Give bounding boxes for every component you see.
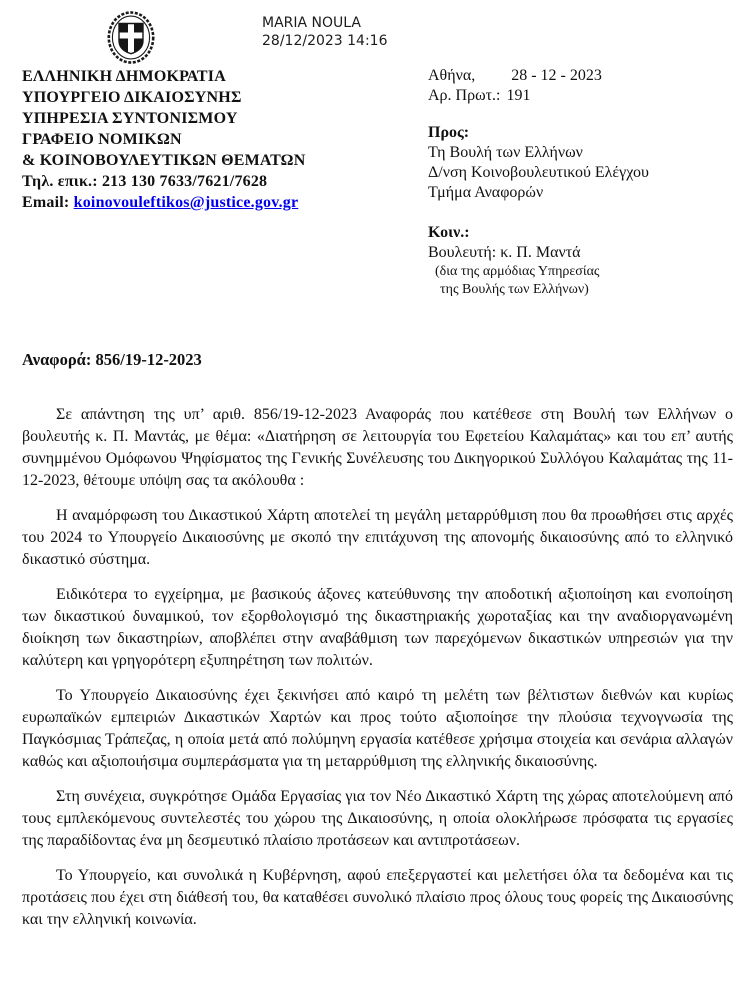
email-link[interactable]: koinovouleftikos@justice.gov.gr: [73, 194, 299, 211]
paragraph-worldbank: Το Υπουργείο Δικαιοσύνης έχει ξεκινήσει από καιρό τη μελέτη των βέλτιστων διεθνών και κυρίως ευρωπαϊκών εμπειριών Δικαστικών Χαρτών και προς τούτο αξιοποίησε την πλούσια τεχνογνωσία της Παγκόσμιας Τράπεζας, η οποία μετά από πολύμηνη εργασία κατέθεσε χρήσιμα στοιχεία και σενάρια αλλαγών καθώς και αξιοποιήσιμα συμπεράσματα για τη μεταρρύθμιση της ελληνικής δικαιοσύνης.: [22, 687, 733, 770]
stamp-signer-name: MARIA NOULA: [262, 15, 361, 31]
to-label: Προς:: [428, 124, 470, 141]
paragraph-reform: Η αναμόρφωση του Δικαστικού Χάρτη αποτελεί τη μεγάλη μεταρρύθμιση που θα προωθήσει στις αρχές του 2024 το Υπουργείο Δικαιοσύνης με σκοπό την επιτάχυνση της απονομής δικαιοσύνης από το ελληνικό δικαστικό σύστημα.: [22, 507, 733, 568]
paragraph-conclusion: Το Υπουργείο, και συνολικά η Κυβέρνηση, αφού επεξεργαστεί και μελετήσει όλα τα δεδομένα και τις προτάσεις που έχει στη διάθεσή του, θα καταθέσει συνολικό πλαίσιο προς όλους τους φορείς της Δικαιοσύνης και την ελληνική κοινωνία.: [22, 867, 733, 928]
email-label: Email:: [22, 194, 70, 211]
cc-note-line-1: (δια της αρμόδιας Υπηρεσίας: [435, 264, 600, 279]
signature-stamp: [262, 14, 388, 50]
protocol-number: 191: [506, 87, 531, 104]
sender-line-ministry: ΥΠΟΥΡΓΕΙΟ ΔΙΚΑΙΟΣΥΝΗΣ: [22, 89, 242, 106]
date: 28 - 12 - 2023: [511, 67, 602, 84]
reference-value: 856/19-12-2023: [95, 350, 202, 369]
stamp-datetime: 28/12/2023 14:16: [262, 33, 388, 49]
reference-line: [22, 350, 202, 370]
to-line-section: Τμήμα Αναφορών: [428, 184, 544, 201]
city-date-row: [428, 66, 649, 86]
paragraph-workinggroup: Στη συνέχεια, συγκρότησε Ομάδα Εργασίας για τον Νέο Δικαστικό Χάρτη της χώρας αποτελούμενη από τους εμπλεκόμενους συντελεστές του χώρου της Δικαιοσύνης, η οποία ολοκλήρωσε πρόσφατα τις εργασίες της παραδίδοντας ένα μη δεσμευτικό πλαίσιο προτάσεων και αντιπροτάσεων.: [22, 788, 733, 849]
letter-body: [22, 404, 733, 944]
recipient-block: [428, 66, 649, 298]
sender-email-row: [22, 192, 305, 213]
cc-label: Κοιν.:: [428, 224, 470, 241]
cc-note-line-2: της Βουλής των Ελλήνων): [440, 281, 589, 297]
to-line-parliament: Τη Βουλή των Ελλήνων: [428, 144, 583, 161]
protocol-row: [428, 86, 649, 106]
greek-coat-of-arms-icon: [107, 11, 155, 64]
sender-phone: Τηλ. επικ.: 213 130 7633/7621/7628: [22, 173, 268, 190]
reference-label: Αναφορά:: [22, 350, 92, 369]
sender-block: [22, 66, 305, 213]
paragraph-intro: Σε απάντηση της υπ’ αριθ. 856/19-12-2023 Αναφοράς που κατέθεσε στη Βουλή των Ελλήνων ο βουλευτής κ. Π. Μαντάς, με θέμα: «Διατήρηση σε λειτουργία του Εφετείου Καλαμάτας» και του επ’ αυτής συνημμένου Ομόφωνου Ψηφίσματος της Γενικής Συνέλευσης του Δικηγορικού Συλλόγου Καλαμάτας της 11-12-2023, θέτουμε υπόψη σας τα ακόλουθα :: [22, 406, 733, 489]
protocol-label: Αρ. Πρωτ.:: [428, 87, 501, 104]
sender-line-service: ΥΠΗΡΕΣΙΑ ΣΥΝΤΟΝΙΣΜΟΥ: [22, 110, 238, 127]
city: Αθήνα,: [428, 67, 476, 84]
cc-line-mp: Βουλευτή: κ. Π. Μαντά: [428, 244, 581, 261]
sender-line-department: & ΚΟΙΝΟΒΟΥΛΕΥΤΙΚΩΝ ΘΕΜΑΤΩΝ: [22, 152, 306, 169]
paragraph-objectives: Ειδικότερα το εγχείρημα, με βασικούς άξονες κατεύθυνσης την αποδοτική αξιοποίηση και ενοποίηση των δικαστικού δυναμικού, τον εξορθολογισμό της δικαστηριακής χωροταξίας και την αναδιοργανωμένη διοίκηση των δικαστηρίων, αποβλέπει στην αναβάθμιση των παρεχόμενων δικαστικών υπηρεσιών για την καλύτερη και γρηγορότερη εξυπηρέτηση των πολιτών.: [22, 586, 733, 669]
sender-line-office: ΓΡΑΦΕΙΟ ΝΟΜΙΚΩΝ: [22, 131, 182, 148]
sender-line-republic: ΕΛΛΗΝΙΚΗ ΔΗΜΟΚΡΑΤΙΑ: [22, 68, 226, 85]
to-line-directorate: Δ/νση Κοινοβουλευτικού Ελέγχου: [428, 164, 649, 181]
